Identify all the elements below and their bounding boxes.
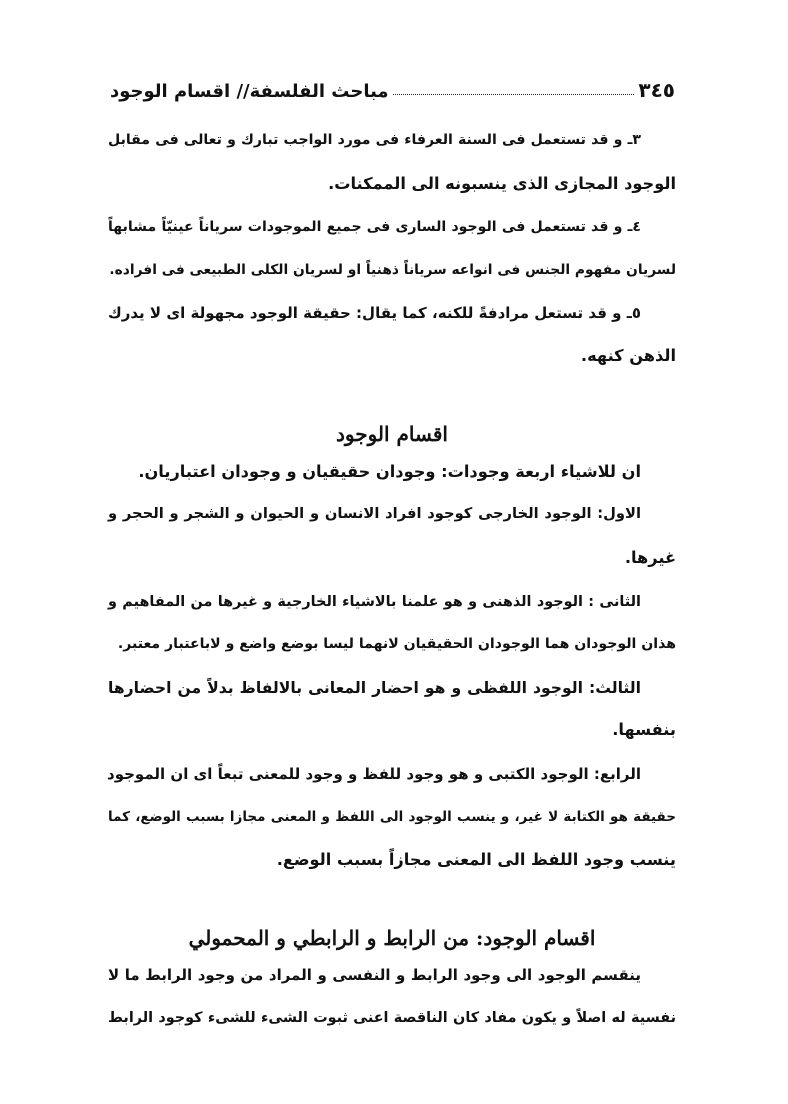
text-line: ٣ـ و قد تستعمل فى السنة العرفاء فى مورد الواجب تبارك و تعالى فى مقابل (108, 132, 641, 148)
text-line: حقيقة هو الكتابة لا غير، و ينسب الوجود الى اللفظ و المعنى مجازا بسبب الوضع، كما (108, 809, 676, 825)
section-heading: اقسام الوجود (336, 422, 448, 446)
running-header (110, 66, 675, 102)
text-line: الاول: الوجود الخارجى كوجود افراد الانسان و الحيوان و الشجر و الحجر و (108, 505, 641, 522)
dotted-leader (393, 94, 635, 95)
text-line: بنفسها. (612, 720, 676, 739)
text-line: ٥ـ و قد تستعل مرادفةً للكنه، كما يقال: حقيقة الوجود مجهولة اى لا يدرك (108, 304, 641, 322)
running-title: مباحث الفلسفة// اقسام الوجود (110, 81, 389, 102)
page-number: ٣٤٥ (638, 78, 675, 102)
text-line: لسريان مفهوم الجنس فى انواعه سرياناً ذهنياً او لسريان الكلى الطبيعى فى افراده. (109, 262, 676, 278)
text-line: ان للاشياء اربعة وجودات: وجودان حقيقيان و وجودان اعتباريان. (138, 462, 641, 481)
text-line: ٤ـ و قد تستعمل فى الوجود السارى فى جميع الموجودات سرياناً عينيّاً مشابهاً (108, 219, 641, 235)
text-line: نفسية له اصلاً و يكون مفاد كان الناقصة اعنى ثبوت الشىء للشىء كوجود الرابط (108, 1010, 676, 1026)
text-line: ينسب وجود اللفظ الى المعنى مجازاً بسبب الوضع. (276, 850, 676, 869)
text-line: غيرها. (624, 548, 676, 567)
text-line: الثالث: الوجود اللفظى و هو احضار المعانى بالالفاظ بدلاً من احضارها (108, 679, 641, 697)
text-line: الوجود المجازى الذى ينسبونه الى الممكنات. (328, 174, 676, 193)
text-line: ينقسم الوجود الى وجود الرابط و النفسى و المراد من وجود الرابط ما لا (108, 966, 641, 984)
section-heading: اقسام الوجود: من الرابط و الرابطي و المحمولي (188, 926, 596, 950)
text-line: الثانى : الوجود الذهنى و هو علمنا بالاشياء الخارجية و غيرها من المفاهيم و (108, 594, 641, 610)
text-line: الرابع: الوجود الكتبى و هو وجود للفظ و وجود للمعنى تبعاً اى ان الموجود (107, 765, 641, 783)
text-line: الذهن كنهه. (580, 346, 676, 365)
text-line: هذان الوجودان هما الوجودان الحقيقيان لانهما ليسا بوضع واضع و لاباعتبار معتبر. (117, 636, 676, 652)
